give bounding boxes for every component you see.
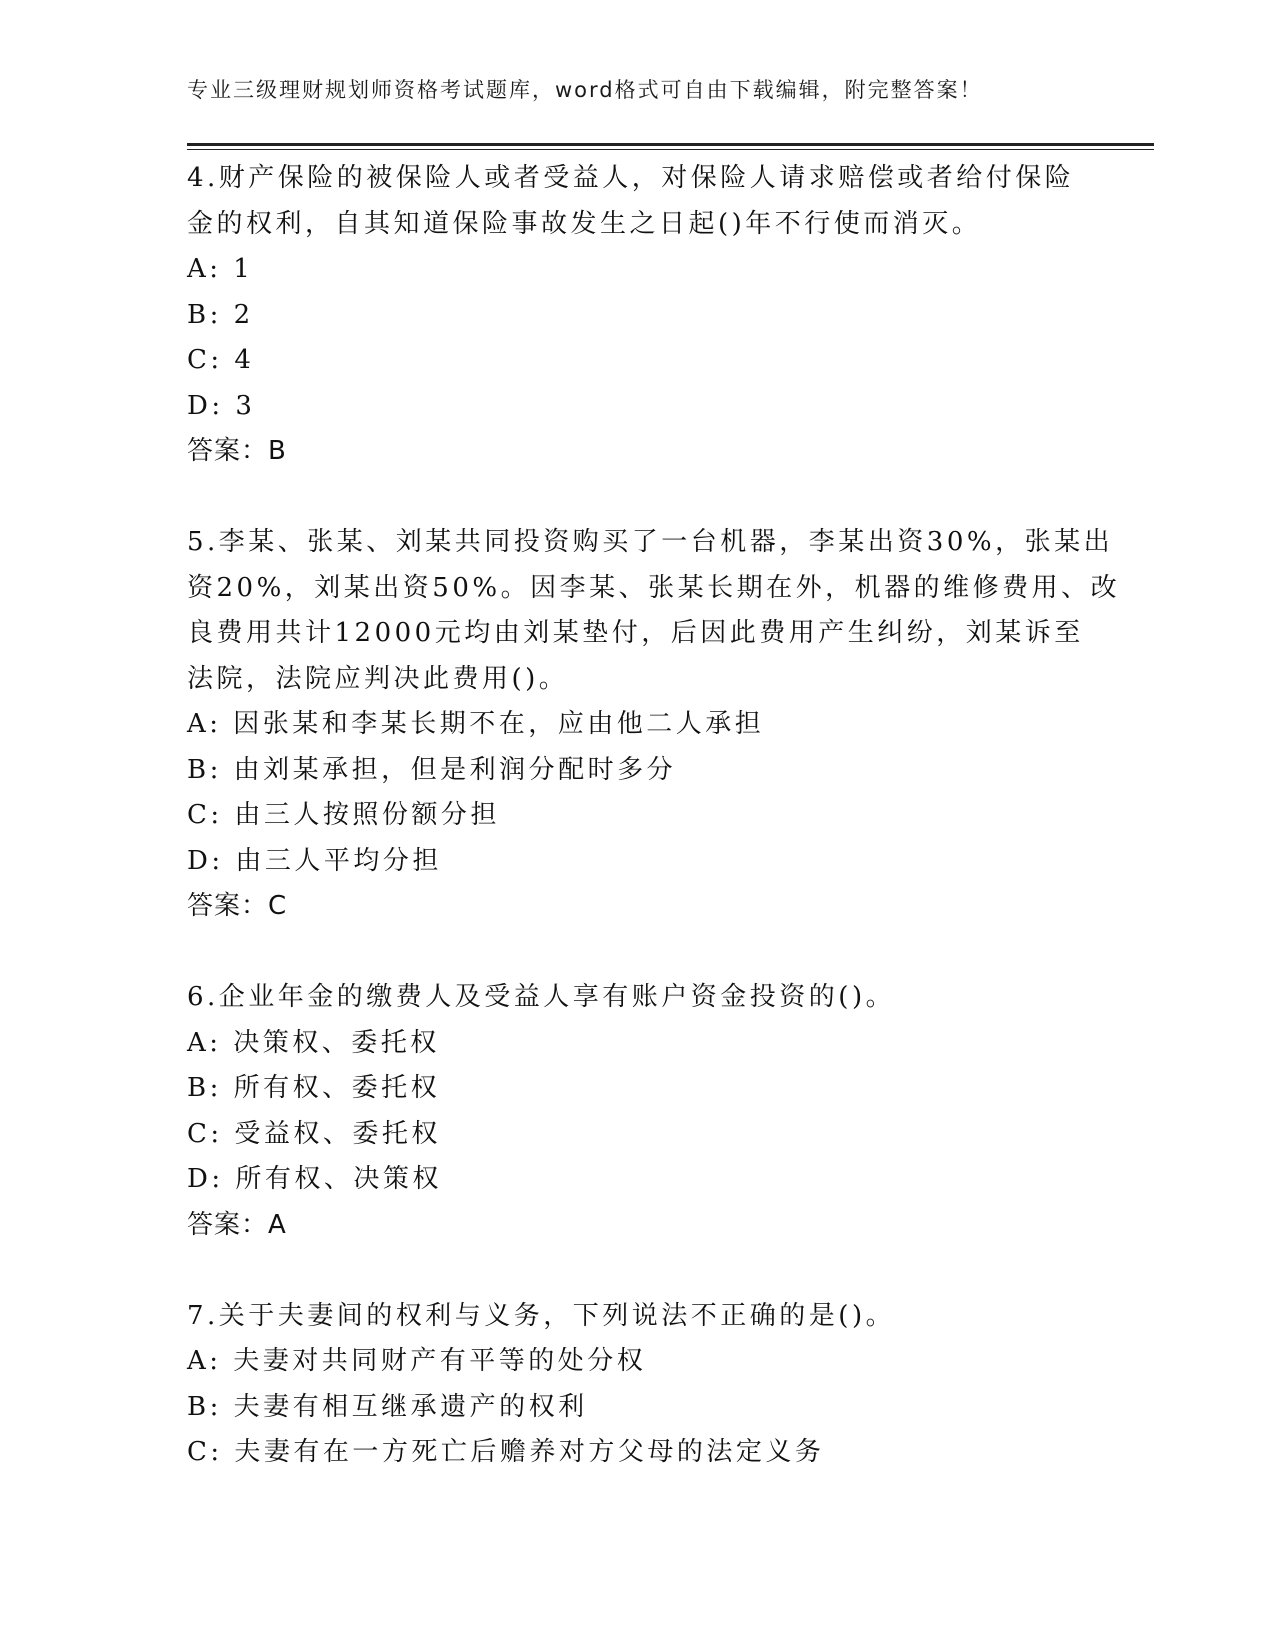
question-stem-line: 法院，法院应判决此费用()。 bbox=[187, 663, 569, 694]
question-4 bbox=[187, 156, 1087, 475]
option-b: B: 所有权、委托权 bbox=[187, 1073, 441, 1103]
option-d: D: 由三人平均分担 bbox=[187, 845, 442, 876]
option-d: D: 所有权、决策权 bbox=[187, 1164, 442, 1194]
question-stem-line: 4.财产保险的被保险人或者受益人，对保险人请求赔偿或者给付保险 bbox=[187, 163, 1075, 193]
question-stem-line: 良费用共计12000元均由刘某垫付，后因此费用产生纠纷，刘某诉至 bbox=[187, 618, 1084, 648]
option-a: A: 夫妻对共同财产有平等的处分权 bbox=[187, 1346, 647, 1376]
option-d: D: 3 bbox=[187, 390, 256, 421]
option-a: A: 因张某和李某长期不在，应由他二人承担 bbox=[187, 709, 765, 739]
option-a: A: 决策权、委托权 bbox=[187, 1027, 440, 1058]
option-c: C: 夫妻有在一方死亡后赡养对方父母的法定义务 bbox=[187, 1437, 825, 1467]
option-b: B: 2 bbox=[187, 299, 254, 330]
option-c: C: 由三人按照份额分担 bbox=[187, 800, 500, 830]
spacer bbox=[187, 930, 1087, 976]
option-c: C: 4 bbox=[187, 345, 255, 375]
question-stem-line: 7.关于夫妻间的权利与义务，下列说法不正确的是()。 bbox=[187, 1300, 896, 1331]
option-a: A: 1 bbox=[187, 254, 254, 284]
option-b: B: 由刘某承担，但是利润分配时多分 bbox=[187, 754, 677, 785]
question-6 bbox=[187, 975, 1087, 1248]
answer: 答案：B bbox=[187, 436, 287, 466]
question-stem-line: 5.李某、张某、刘某共同投资购买了一台机器，李某出资30%，张某出 bbox=[187, 527, 1114, 557]
question-stem-line: 资20%，刘某出资50%。因李某、张某长期在外，机器的维修费用、改 bbox=[187, 572, 1121, 603]
spacer bbox=[187, 1248, 1087, 1294]
header-rule-thick bbox=[187, 143, 1154, 146]
question-7 bbox=[187, 1294, 1087, 1476]
question-5 bbox=[187, 520, 1121, 930]
spacer bbox=[187, 475, 1087, 521]
document-header: 专业三级理财规划师资格考试题库，word格式可自由下载编辑，附完整答案！ bbox=[187, 78, 983, 102]
header-rule-thin bbox=[187, 149, 1154, 150]
question-stem-line: 金的权利，自其知道保险事故发生之日起()年不行使而消灭。 bbox=[187, 208, 982, 239]
option-b: B: 夫妻有相互继承遗产的权利 bbox=[187, 1391, 588, 1422]
option-c: C: 受益权、委托权 bbox=[187, 1118, 441, 1149]
answer: 答案：A bbox=[187, 1209, 287, 1240]
question-list bbox=[187, 156, 1121, 1476]
answer: 答案：C bbox=[187, 891, 288, 921]
question-stem-line: 6.企业年金的缴费人及受益人享有账户资金投资的()。 bbox=[187, 982, 896, 1012]
